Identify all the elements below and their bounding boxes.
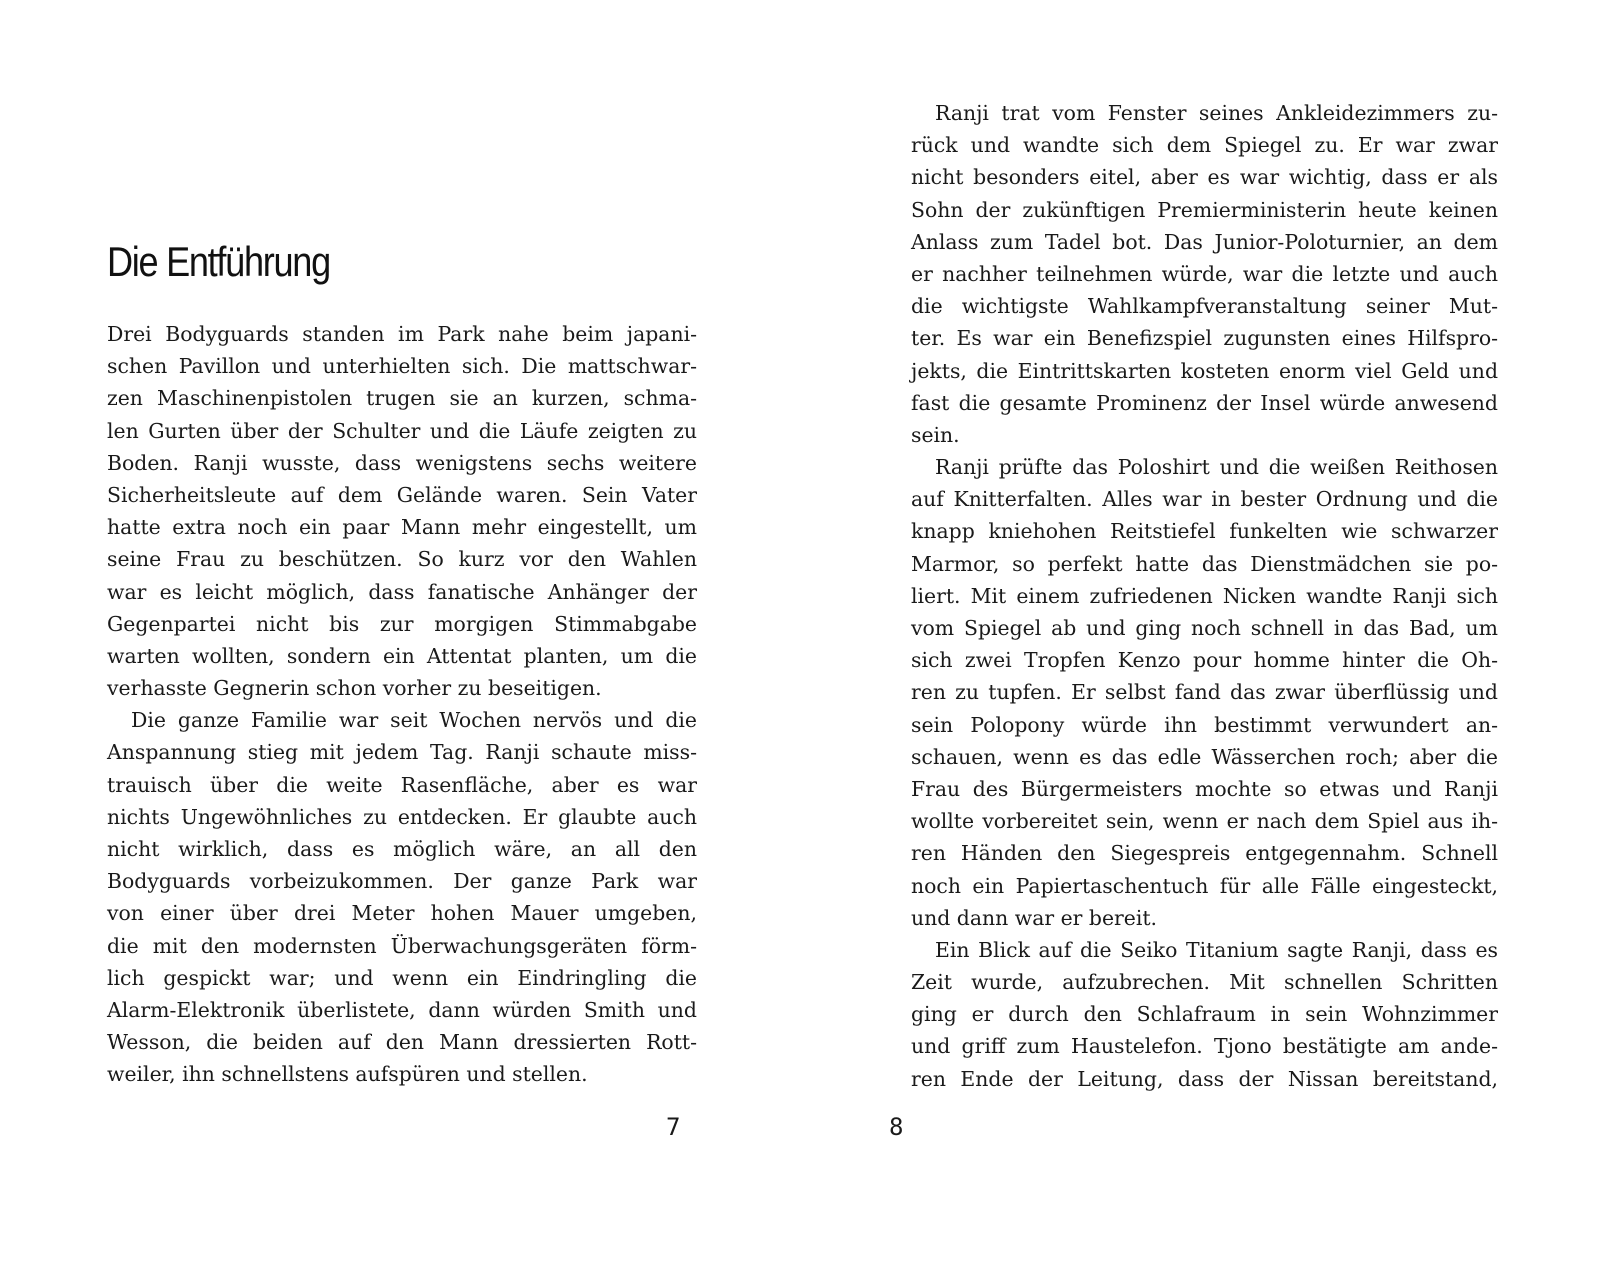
text-line: ter. Es war ein Benefizspiel zugunsten eines Hilfspro-: [911, 326, 1498, 351]
text-line: die wichtigste Wahlkampfveranstaltung seiner Mut-: [911, 294, 1498, 319]
text-line: nichts Ungewöhnliches zu entdecken. Er glaubte auch: [107, 804, 697, 829]
text-line: Sicherheitsleute auf dem Gelände waren. Sein Vater: [107, 482, 697, 507]
text-line: len Gurten über der Schulter und die Läufe zeigten zu: [107, 418, 697, 443]
text-line: verhasste Gegnerin schon vorher zu beseitigen.: [107, 676, 602, 701]
text-line: war es leicht möglich, dass fanatische Anhänger der: [107, 579, 697, 604]
text-line: zen Maschinenpistolen trugen sie an kurzen, schma-: [107, 386, 697, 411]
text-line: auf Knitterfalten. Alles war in bester Ordnung und die: [911, 487, 1498, 512]
text-line: ren Händen den Siegespreis entgegennahm. Schnell: [911, 841, 1498, 866]
left-page-body-text: [107, 318, 697, 1091]
text-line: Bodyguards vorbeizukommen. Der ganze Park war: [107, 869, 697, 894]
text-line: hatte extra noch ein paar Mann mehr eingestellt, um: [107, 515, 697, 540]
page-number: 8: [889, 1113, 904, 1141]
text-line: sich zwei Tropfen Kenzo pour homme hinter die Oh-: [911, 648, 1498, 673]
text-line: Anlass zum Tadel bot. Das Junior-Poloturnier, an dem: [911, 229, 1498, 254]
text-line: warten wollten, sondern ein Attentat planten, um die: [107, 643, 697, 668]
text-line: rück und wandte sich dem Spiegel zu. Er war zwar: [911, 133, 1498, 158]
text-line: Drei Bodyguards standen im Park nahe beim japani-: [107, 322, 697, 346]
text-line: seine Frau zu beschützen. So kurz vor den Wahlen: [107, 547, 697, 572]
page-number: 7: [666, 1113, 681, 1141]
text-line: knapp kniehohen Reitstiefel funkelten wie schwarzer: [911, 519, 1498, 544]
text-line: ging er durch den Schlafraum in sein Wohnzimmer: [911, 1002, 1498, 1027]
text-line: Frau des Bürgermeisters mochte so etwas und Ranji: [911, 776, 1498, 801]
text-line: lich gespickt war; und wenn ein Eindringling die: [107, 965, 697, 990]
text-line: ren Ende der Leitung, dass der Nissan bereitstand,: [911, 1066, 1498, 1091]
text-line: von einer über drei Meter hohen Mauer umgeben,: [107, 901, 697, 926]
text-line: Marmor, so perfekt hatte das Dienstmädchen sie po-: [911, 551, 1498, 576]
text-line: noch ein Papiertaschentuch für alle Fälle eingesteckt,: [911, 873, 1498, 898]
text-line: Die ganze Familie war seit Wochen nervös und die: [131, 708, 697, 733]
paragraph: [107, 318, 697, 704]
paragraph: [107, 704, 697, 1090]
text-line: und dann war er bereit.: [911, 905, 1158, 930]
text-line: schen Pavillon und unterhielten sich. Die mattschwar-: [107, 354, 697, 379]
paragraph: [911, 451, 1498, 934]
text-line: Alarm-Elektronik überlistete, dann würden Smith und: [107, 997, 697, 1022]
text-line: Boden. Ranji wusste, dass wenigstens sechs weitere: [107, 450, 697, 475]
text-line: Ein Blick auf die Seiko Titanium sagte Ranji, dass es: [935, 937, 1498, 962]
text-line: Wesson, die beiden auf den Mann dressierten Rott-: [107, 1030, 697, 1055]
text-line: Ranji prüfte das Poloshirt und die weißen Reithosen: [935, 455, 1498, 480]
text-line: nicht besonders eitel, aber es war wichtig, dass er als: [911, 165, 1498, 190]
text-line: Sohn der zukünftigen Premierministerin heute keinen: [911, 197, 1498, 222]
text-line: liert. Mit einem zufriedenen Nicken wandte Ranji sich: [911, 583, 1498, 608]
text-line: trauisch über die weite Rasenfläche, aber es war: [107, 772, 697, 797]
text-line: fast die gesamte Prominenz der Insel würde anwesend: [911, 390, 1498, 415]
text-line: jekts, die Eintrittskarten kosteten enorm viel Geld und: [911, 358, 1498, 383]
text-line: sein.: [911, 422, 960, 447]
paragraph: [911, 97, 1498, 451]
text-line: Anspannung stieg mit jedem Tag. Ranji schaute miss-: [107, 740, 697, 765]
right-page-body-text: [911, 97, 1498, 1095]
text-line: er nachher teilnehmen würde, war die letzte und auch: [911, 261, 1498, 286]
right-page: [800, 0, 1600, 1269]
text-line: die mit den modernsten Überwachungsgeräten förm-: [107, 933, 697, 958]
text-line: Gegenpartei nicht bis zur morgigen Stimmabgabe: [107, 611, 697, 636]
text-line: ren zu tupfen. Er selbst fand das zwar überflüssig und: [911, 680, 1498, 705]
text-line: und griff zum Haustelefon. Tjono bestätigte am ande-: [911, 1034, 1498, 1059]
text-line: Ranji trat vom Fenster seines Ankleidezimmers zu-: [935, 101, 1498, 125]
text-line: Zeit wurde, aufzubrechen. Mit schnellen Schritten: [911, 970, 1498, 995]
paragraph: [911, 934, 1498, 1095]
chapter-title: Die Entführung: [107, 238, 330, 285]
text-line: wollte vorbereitet sein, wenn er nach dem Spiel aus ih-: [911, 809, 1498, 834]
text-line: schauen, wenn es das edle Wässerchen roch; aber die: [911, 744, 1498, 769]
text-line: vom Spiegel ab und ging noch schnell in das Bad, um: [911, 616, 1498, 640]
text-line: nicht wirklich, dass es möglich wäre, an all den: [107, 837, 697, 861]
text-line: weiler, ihn schnellstens aufspüren und stellen.: [107, 1062, 588, 1087]
text-line: sein Polopony würde ihn bestimmt verwundert an-: [911, 712, 1498, 737]
